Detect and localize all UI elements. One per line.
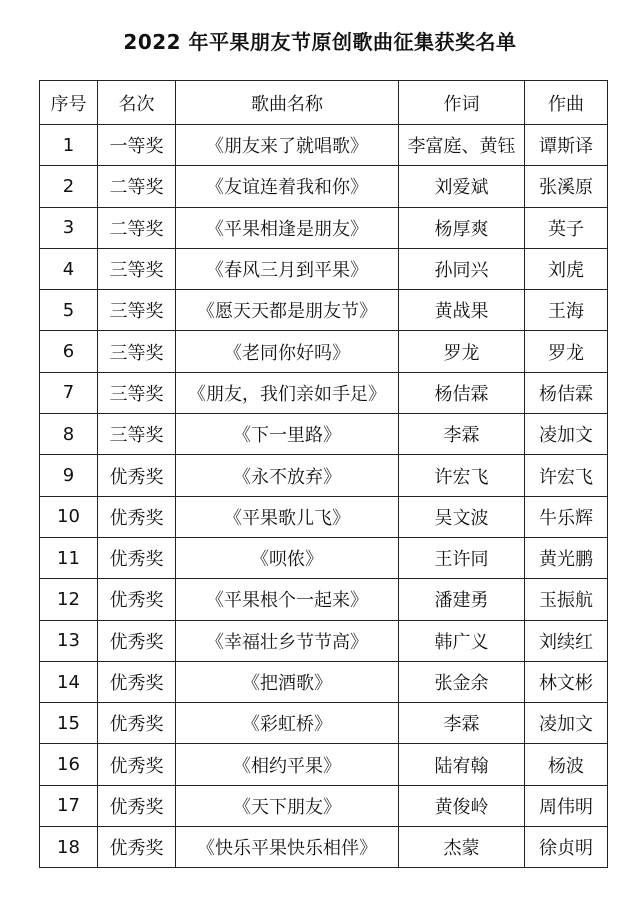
cell-song-title: 《老同你好吗》 bbox=[176, 331, 399, 372]
cell-serial-number: 13 bbox=[40, 620, 98, 661]
cell-song-title: 《平果根个一起来》 bbox=[176, 579, 399, 620]
table-row bbox=[40, 744, 608, 785]
cell-rank: 优秀奖 bbox=[98, 537, 176, 578]
cell-song-title: 《平果歌儿飞》 bbox=[176, 496, 399, 537]
cell-lyricist: 李富庭、黄钰 bbox=[399, 125, 525, 166]
cell-serial-number: 10 bbox=[40, 496, 98, 537]
cell-rank: 优秀奖 bbox=[98, 620, 176, 661]
cell-rank: 优秀奖 bbox=[98, 744, 176, 785]
cell-song-title: 《下一里路》 bbox=[176, 414, 399, 455]
cell-song-title: 《呗侬》 bbox=[176, 537, 399, 578]
cell-lyricist: 吴文波 bbox=[399, 496, 525, 537]
cell-serial-number: 16 bbox=[40, 744, 98, 785]
header-song-title: 歌曲名称 bbox=[176, 81, 399, 125]
cell-composer: 牛乐辉 bbox=[525, 496, 608, 537]
cell-serial-number: 12 bbox=[40, 579, 98, 620]
cell-serial-number: 1 bbox=[40, 125, 98, 166]
table-row bbox=[40, 414, 608, 455]
table-row bbox=[40, 248, 608, 289]
cell-song-title: 《朋友来了就唱歌》 bbox=[176, 125, 399, 166]
cell-song-title: 《永不放弃》 bbox=[176, 455, 399, 496]
table-row bbox=[40, 661, 608, 702]
cell-composer: 谭斯译 bbox=[525, 125, 608, 166]
cell-song-title: 《幸福壮乡节节高》 bbox=[176, 620, 399, 661]
cell-composer: 周伟明 bbox=[525, 785, 608, 826]
award-table bbox=[39, 80, 608, 868]
cell-rank: 优秀奖 bbox=[98, 703, 176, 744]
table-header-row bbox=[40, 81, 608, 125]
table-row bbox=[40, 331, 608, 372]
cell-lyricist: 杨佶霖 bbox=[399, 372, 525, 413]
cell-composer: 张溪原 bbox=[525, 166, 608, 207]
cell-serial-number: 2 bbox=[40, 166, 98, 207]
cell-rank: 二等奖 bbox=[98, 166, 176, 207]
cell-serial-number: 17 bbox=[40, 785, 98, 826]
cell-composer: 黄光鹏 bbox=[525, 537, 608, 578]
table-row bbox=[40, 125, 608, 166]
cell-serial-number: 5 bbox=[40, 290, 98, 331]
cell-lyricist: 杰蒙 bbox=[399, 827, 525, 868]
cell-song-title: 《春风三月到平果》 bbox=[176, 248, 399, 289]
cell-serial-number: 15 bbox=[40, 703, 98, 744]
cell-song-title: 《友谊连着我和你》 bbox=[176, 166, 399, 207]
table-row bbox=[40, 703, 608, 744]
document-title: 2022 年平果朋友节原创歌曲征集获奖名单 bbox=[123, 30, 517, 54]
cell-serial-number: 3 bbox=[40, 207, 98, 248]
cell-serial-number: 8 bbox=[40, 414, 98, 455]
cell-song-title: 《平果相逢是朋友》 bbox=[176, 207, 399, 248]
table-row bbox=[40, 537, 608, 578]
table-row bbox=[40, 372, 608, 413]
cell-lyricist: 孙同兴 bbox=[399, 248, 525, 289]
cell-song-title: 《彩虹桥》 bbox=[176, 703, 399, 744]
cell-rank: 优秀奖 bbox=[98, 661, 176, 702]
cell-serial-number: 6 bbox=[40, 331, 98, 372]
cell-song-title: 《快乐平果快乐相伴》 bbox=[176, 827, 399, 868]
cell-composer: 王海 bbox=[525, 290, 608, 331]
table-row bbox=[40, 166, 608, 207]
cell-rank: 三等奖 bbox=[98, 414, 176, 455]
table-row bbox=[40, 785, 608, 826]
header-serial-number: 序号 bbox=[40, 81, 98, 125]
table-body bbox=[40, 125, 608, 868]
cell-lyricist: 杨厚爽 bbox=[399, 207, 525, 248]
cell-lyricist: 陆宥翰 bbox=[399, 744, 525, 785]
cell-song-title: 《相约平果》 bbox=[176, 744, 399, 785]
cell-rank: 优秀奖 bbox=[98, 579, 176, 620]
table-row bbox=[40, 290, 608, 331]
cell-lyricist: 黄战果 bbox=[399, 290, 525, 331]
cell-composer: 英子 bbox=[525, 207, 608, 248]
cell-lyricist: 张金余 bbox=[399, 661, 525, 702]
table-row bbox=[40, 620, 608, 661]
cell-song-title: 《把酒歌》 bbox=[176, 661, 399, 702]
cell-serial-number: 11 bbox=[40, 537, 98, 578]
cell-rank: 二等奖 bbox=[98, 207, 176, 248]
cell-composer: 凌加文 bbox=[525, 414, 608, 455]
cell-composer: 徐贞明 bbox=[525, 827, 608, 868]
cell-composer: 杨波 bbox=[525, 744, 608, 785]
cell-serial-number: 14 bbox=[40, 661, 98, 702]
cell-composer: 杨佶霖 bbox=[525, 372, 608, 413]
cell-song-title: 《愿天天都是朋友节》 bbox=[176, 290, 399, 331]
cell-composer: 罗龙 bbox=[525, 331, 608, 372]
cell-composer: 凌加文 bbox=[525, 703, 608, 744]
cell-composer: 玉振航 bbox=[525, 579, 608, 620]
cell-rank: 优秀奖 bbox=[98, 827, 176, 868]
cell-composer: 刘续红 bbox=[525, 620, 608, 661]
table-row bbox=[40, 579, 608, 620]
cell-lyricist: 刘爱斌 bbox=[399, 166, 525, 207]
table-row bbox=[40, 496, 608, 537]
cell-composer: 刘虎 bbox=[525, 248, 608, 289]
table-row bbox=[40, 455, 608, 496]
cell-lyricist: 许宏飞 bbox=[399, 455, 525, 496]
cell-song-title: 《朋友，我们亲如手足》 bbox=[176, 372, 399, 413]
header-rank: 名次 bbox=[98, 81, 176, 125]
cell-lyricist: 黄俊岭 bbox=[399, 785, 525, 826]
cell-rank: 优秀奖 bbox=[98, 455, 176, 496]
cell-song-title: 《天下朋友》 bbox=[176, 785, 399, 826]
cell-lyricist: 王许同 bbox=[399, 537, 525, 578]
cell-rank: 三等奖 bbox=[98, 290, 176, 331]
header-lyricist: 作词 bbox=[399, 81, 525, 125]
cell-composer: 许宏飞 bbox=[525, 455, 608, 496]
cell-serial-number: 9 bbox=[40, 455, 98, 496]
cell-serial-number: 7 bbox=[40, 372, 98, 413]
cell-serial-number: 18 bbox=[40, 827, 98, 868]
cell-lyricist: 韩广义 bbox=[399, 620, 525, 661]
cell-lyricist: 李霖 bbox=[399, 703, 525, 744]
cell-lyricist: 李霖 bbox=[399, 414, 525, 455]
header-composer: 作曲 bbox=[525, 81, 608, 125]
table-row bbox=[40, 207, 608, 248]
cell-rank: 三等奖 bbox=[98, 331, 176, 372]
cell-lyricist: 罗龙 bbox=[399, 331, 525, 372]
cell-rank: 优秀奖 bbox=[98, 496, 176, 537]
cell-rank: 一等奖 bbox=[98, 125, 176, 166]
table-row bbox=[40, 827, 608, 868]
cell-lyricist: 潘建勇 bbox=[399, 579, 525, 620]
cell-composer: 林文彬 bbox=[525, 661, 608, 702]
cell-rank: 三等奖 bbox=[98, 248, 176, 289]
cell-rank: 优秀奖 bbox=[98, 785, 176, 826]
cell-rank: 三等奖 bbox=[98, 372, 176, 413]
cell-serial-number: 4 bbox=[40, 248, 98, 289]
